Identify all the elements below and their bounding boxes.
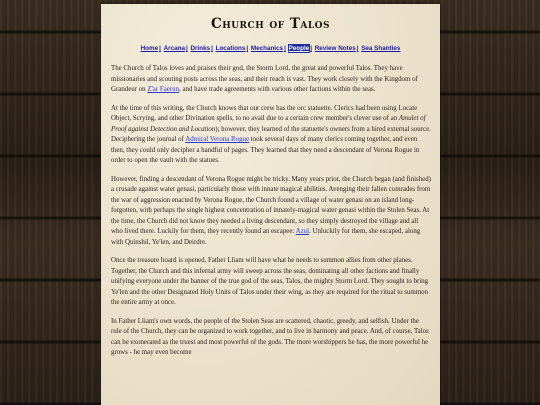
nav-separator: | [284, 45, 286, 52]
amulet-name: Amulet of Proof against Detection and Location [111, 115, 426, 133]
paragraph-father-lliam [111, 317, 431, 359]
paragraph-text: , and have trade agreements with various other factions within the seas. [179, 86, 376, 93]
nav-separator: | [185, 45, 188, 52]
link-azul[interactable]: Azul [295, 228, 310, 235]
nav-link-locations[interactable]: Locations [215, 45, 246, 52]
nav-separator: | [310, 45, 312, 52]
paragraph-text: . Unluckily for them, she escaped, along with Quinshil, Ye'len, and Deirdre. [111, 228, 421, 246]
paragraph-text: However, finding a descendant of Verona Rogue might be tricky. Many years prior, the Church began (and finished) a crusade against water genasi, particularly those with innate magical abilities. Avenging their fallen comrades from the war of aggression enacted by Verona Rogue, the Church found a village of water genasi on an island long-forgotten, with perhaps the single highest concentration of innately-magical water genasi within the Stolen Seas. At the time, the Church did not know they needed a living descendant, so they simply destroyed the village and all who lived there. Luckily for them, they recently found an escapee: [111, 175, 431, 235]
link-admiral-verona-rogue[interactable]: Admiral Verona Rogue [185, 136, 250, 143]
nav-separator: | [159, 45, 161, 52]
paragraph-descendant [111, 175, 431, 249]
paragraph-intro [111, 64, 431, 96]
nav-separator: | [211, 45, 213, 52]
nav-separator: | [356, 45, 359, 52]
page-parchment [101, 4, 440, 405]
nav-link-drinks[interactable]: Drinks [190, 45, 211, 52]
paragraph-text: The Church of Talos loves and praises their god, the Storm Lord, the great and powerful Talos. They have missionaries and scouting posts across the seas, and their reach is vast. They work closely with the Kingdom of Grandeur on [111, 65, 418, 93]
nav-link-mechanics[interactable]: Mechanics [250, 45, 284, 52]
paragraph-text: ); however, they learned of the statuette's owners from a hired external source. Deciphering the journal of [111, 125, 431, 143]
paragraph-text: took several days of many clerics coming together, and even then, they could only decipher a handful of pages. They learned that they need a descendant of Verona Rogue in order to open the vault with the statues. [111, 136, 420, 164]
link-zar-faerun[interactable]: Z'ar Faerun [147, 86, 180, 93]
top-nav [101, 45, 440, 52]
nav-link-home[interactable]: Home [140, 45, 159, 52]
nav-link-people-active[interactable]: People [288, 45, 310, 52]
paragraph-text: At the time of this writing, the Church knows that our crew has the orc statuette. Clerics had been using Locate Object, Scrying, and other Divination spells, to no avail due to a certain crew member's clever use of an [111, 104, 418, 122]
nav-link-review-notes[interactable]: Review Notes [314, 45, 356, 52]
paragraph-statuette [111, 104, 431, 167]
nav-link-sea-shanties[interactable]: Sea Shanties [361, 45, 401, 52]
article-body [101, 64, 440, 359]
paragraph-text: Once the treasure hoard is opened, Father Lliam will have what he needs to summon allies from other planes. Together, the Church and this infernal army will sweep across the seas, dominating all other factions and finally unifying everyone under the banner of the true god of the seas, Talos, the mighty Storm Lord. They sought to bring Ye'len and the other Designated Holy Units of Talos under their wing, as they are required for the ritual to summon the entire army at once. [111, 257, 429, 306]
paragraph-treasure-hoard [111, 256, 431, 309]
nav-separator: | [246, 45, 249, 52]
nav-link-arcana[interactable]: Arcana [163, 45, 185, 52]
page-title: Church of Talos [210, 16, 331, 32]
paragraph-text: In Father Lliam's own words, the people of the Stolen Seas are scattered, chaotic, greedy, and selfish. Under the rule of the Church, they can be organized to work together, and to live in harmony and peace. And, of course, Talos can be exonerated as the truest and most powerful of the gods. The more worshippers he has, the more powerful he grows - he may even become [111, 317, 429, 356]
